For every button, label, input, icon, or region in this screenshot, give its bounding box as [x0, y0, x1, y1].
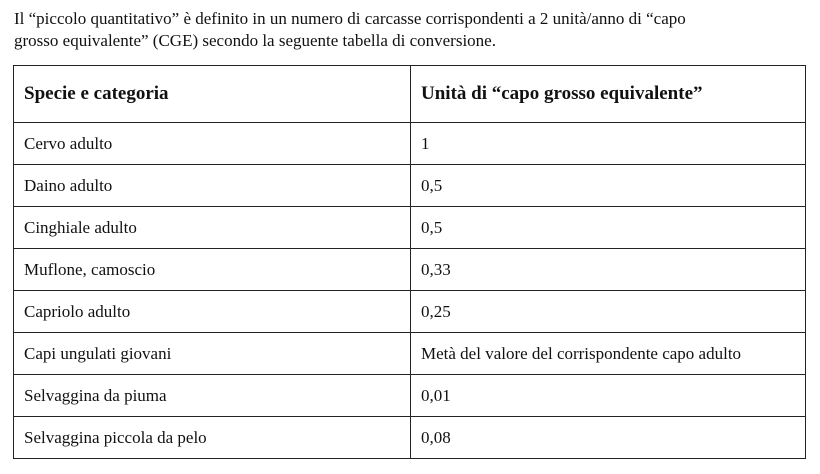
header-cge-units: Unità di “capo grosso equivalente”	[411, 66, 806, 123]
intro-line-2: grosso equivalente” (CGE) secondo la seguente tabella di conversione.	[14, 31, 496, 50]
table-row	[14, 165, 806, 207]
cge-value-cell: 0,33	[411, 249, 806, 291]
table-row	[14, 249, 806, 291]
cge-value-cell: 1	[411, 123, 806, 165]
species-cell: Cinghiale adulto	[14, 207, 411, 249]
cge-value-cell: 0,08	[411, 417, 806, 459]
table-row	[14, 123, 806, 165]
species-cell: Capriolo adulto	[14, 291, 411, 333]
table-row	[14, 333, 806, 375]
cge-value-cell: 0,5	[411, 207, 806, 249]
table-row	[14, 417, 806, 459]
species-cell: Selvaggina piccola da pelo	[14, 417, 411, 459]
cge-value-cell: 0,25	[411, 291, 806, 333]
table-row	[14, 207, 806, 249]
species-cell: Capi ungulati giovani	[14, 333, 411, 375]
conversion-table	[13, 65, 806, 459]
table-header-row	[14, 66, 806, 123]
table-row	[14, 375, 806, 417]
cge-value-cell: 0,5	[411, 165, 806, 207]
cge-value-cell: 0,01	[411, 375, 806, 417]
header-species-category: Specie e categoria	[14, 66, 411, 123]
species-cell: Selvaggina da piuma	[14, 375, 411, 417]
intro-paragraph	[14, 8, 814, 52]
cge-value-cell: Metà del valore del corrispondente capo adulto	[411, 333, 806, 375]
species-cell: Daino adulto	[14, 165, 411, 207]
intro-line-1: Il “piccolo quantitativo” è definito in un numero di carcasse corrispondenti a 2 unità/anno di “capo	[14, 9, 686, 28]
table-row	[14, 291, 806, 333]
species-cell: Muflone, camoscio	[14, 249, 411, 291]
species-cell: Cervo adulto	[14, 123, 411, 165]
